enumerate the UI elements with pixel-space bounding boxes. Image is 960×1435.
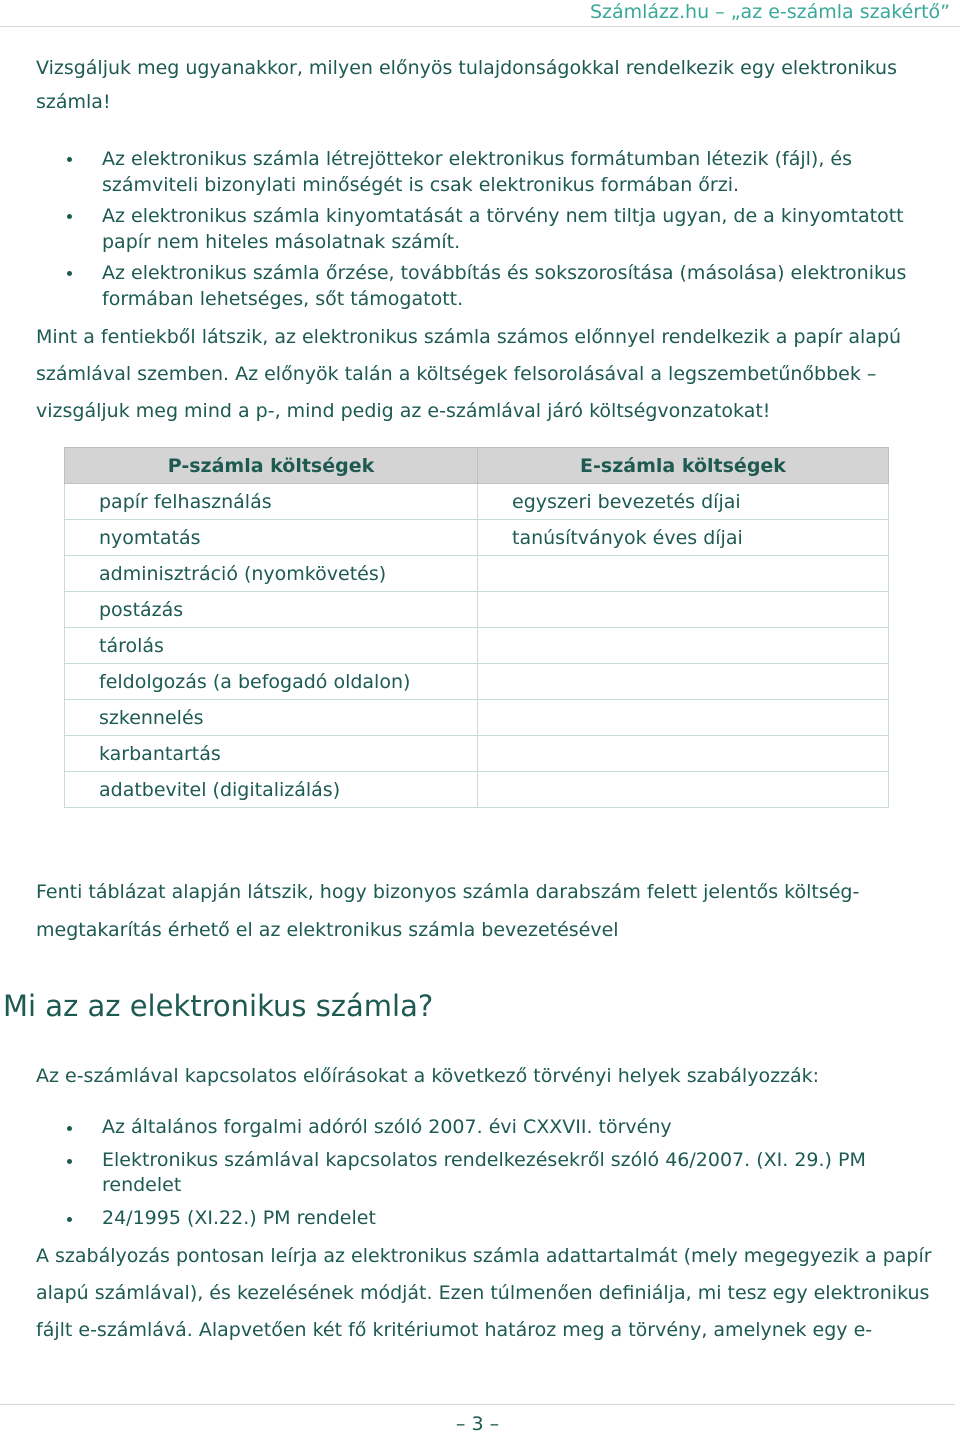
page-header [0, 0, 960, 27]
list-item: Az elektronikus számla őrzése, továbbítás és sokszorosítása (másolása) elektronikus formában lehetséges, sőt támogatott. [36, 260, 916, 312]
regulations-list [36, 1115, 916, 1239]
final-paragraph: A szabályozás pontosan leírja az elektronikus számla adattartalmát (mely megegyezik a papír alapú számlával), és kezelésének módját. Ezen túlmenően definiálja, mi tesz egy elektronikus fájlt e-számlává. Alapvetően két fő kritériumot határoz meg a törvény, amelynek egy e- [36, 1245, 932, 1341]
footer-divider [0, 1404, 955, 1405]
table-row [65, 736, 889, 772]
list-item: Az elektronikus számla létrejöttekor elektronikus formátumban létezik (fájl), és számviteli bizonylati minőségét is csak elektronikus formában őrzi. [36, 146, 916, 198]
table-cell: tanúsítványok éves díjai [478, 520, 889, 556]
table-row [65, 556, 889, 592]
list-item: Az elektronikus számla kinyomtatását a törvény nem tiltja ugyan, de a kinyomtatott papír nem hiteles másolatnak számít. [36, 203, 916, 255]
table-cell [478, 628, 889, 664]
table-cell: adatbevitel (digitalizálás) [65, 772, 478, 808]
table-row [65, 520, 889, 556]
table-cell: postázás [65, 592, 478, 628]
table-cell: papír felhasználás [65, 484, 478, 520]
table-cell [478, 556, 889, 592]
table-header-row [65, 448, 889, 484]
advantages-list [36, 146, 916, 317]
conclusion-paragraph: Fenti táblázat alapján látszik, hogy bizonyos számla darabszám felett jelentős költség-megtakarítás érhető el az elektronikus számla bevezetésével [36, 881, 860, 941]
table-row [65, 664, 889, 700]
intro-paragraph: Vizsgáljuk meg ugyanakkor, milyen előnyös tulajdonságokkal rendelkezik egy elektronikus számla! [36, 57, 898, 113]
cost-table [64, 447, 889, 808]
table-row [65, 700, 889, 736]
header-e-szamla: E-számla költségek [478, 448, 889, 484]
list-item: Az általános forgalmi adóról szóló 2007. évi CXXVII. törvény [36, 1115, 916, 1140]
comparison-paragraph: Mint a fentiekből látszik, az elektronikus számla számos előnnyel rendelkezik a papír alapú számlával szemben. Az előnyök talán a költségek felsorolásával a legszembetűnőbbek – vizsgáljuk meg mind a p-, mind pedig az e-számlával járó költségvonzatokat! [36, 326, 902, 422]
list-item: 24/1995 (XI.22.) PM rendelet [36, 1206, 916, 1231]
table-cell [478, 736, 889, 772]
page-number: – 3 – [455, 1413, 500, 1435]
table-cell [478, 772, 889, 808]
table-cell [478, 664, 889, 700]
table-row [65, 628, 889, 664]
table-cell: feldolgozás (a befogadó oldalon) [65, 664, 478, 700]
header-title: Számlázz.hu – „az e-számla szakértő” [589, 1, 950, 23]
table-cell [478, 700, 889, 736]
table-row [65, 484, 889, 520]
table-cell: karbantartás [65, 736, 478, 772]
table-cell: egyszeri bevezetés díjai [478, 484, 889, 520]
table-cell: tárolás [65, 628, 478, 664]
table-cell [478, 592, 889, 628]
table-cell: szkennelés [65, 700, 478, 736]
regulations-intro: Az e-számlával kapcsolatos előírásokat a következő törvényi helyek szabályozzák: [36, 1065, 820, 1087]
list-item: Elektronikus számlával kapcsolatos rendelkezésekről szóló 46/2007. (XI. 29.) PM rendelet [36, 1148, 916, 1198]
header-p-szamla: P-számla költségek [65, 448, 478, 484]
table-row [65, 772, 889, 808]
table-row [65, 592, 889, 628]
table-cell: adminisztráció (nyomkövetés) [65, 556, 478, 592]
section-title: Mi az az elektronikus számla? [3, 989, 434, 1023]
table-cell: nyomtatás [65, 520, 478, 556]
